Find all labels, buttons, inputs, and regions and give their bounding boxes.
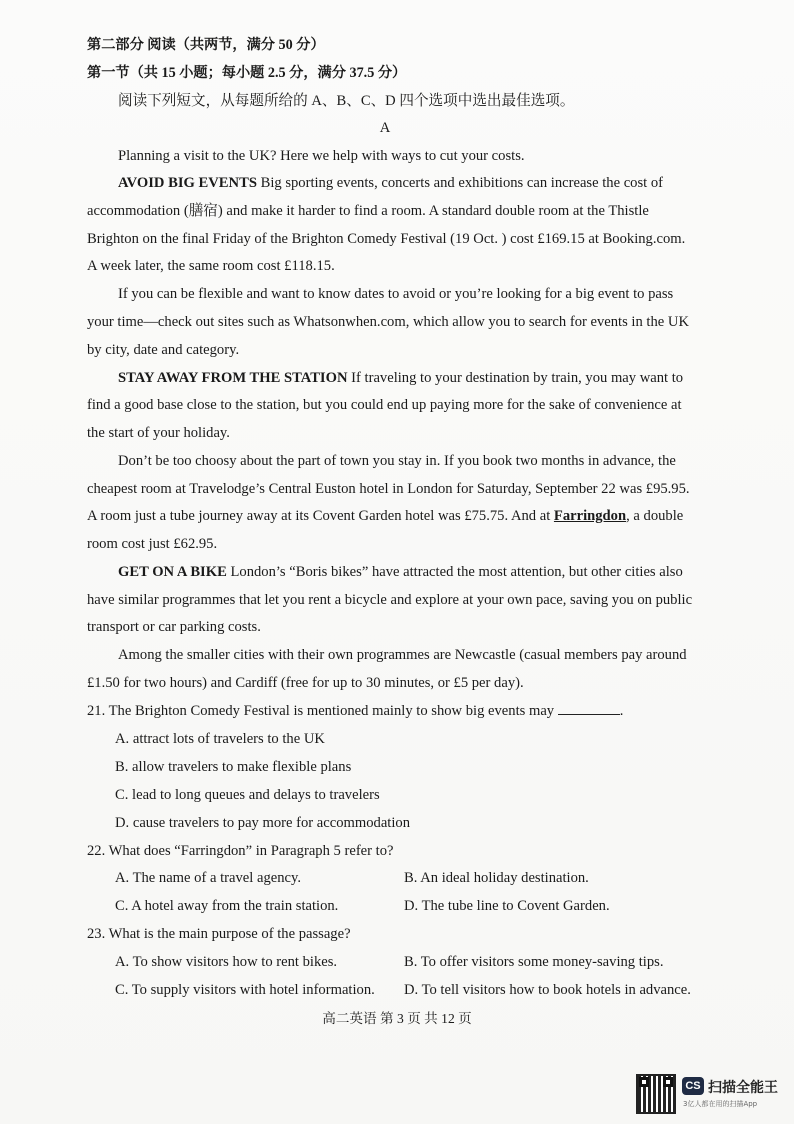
paragraph-4-line: room cost just £62.95. [87, 536, 218, 552]
question-22-option-a: A. The name of a travel agency. [115, 870, 301, 886]
paragraph-3-line: find a good base close to the station, but you could end up paying more for the sake of convenience at [87, 397, 682, 413]
paragraph-2-line: your time—check out sites such as Whatsonwhen.com, which allow you to search for events in the UK [87, 314, 689, 330]
qr-code-icon [636, 1074, 676, 1114]
paragraph-2-line: by city, date and category. [87, 342, 240, 358]
paragraph-1-line: Brighton on the final Friday of the Brighton Comedy Festival (19 Oct. ) cost £169.15 at Booking.com. [87, 231, 686, 247]
passage-intro: Planning a visit to the UK? Here we help with ways to cut your costs. [118, 148, 525, 164]
question-21-option-a: A. attract lots of travelers to the UK [115, 731, 325, 747]
question-23-stem: 23. What is the main purpose of the passage? [87, 926, 351, 942]
question-23-option-b: B. To offer visitors some money-saving tips. [404, 954, 664, 970]
paragraph-4-line: Don’t be too choosy about the part of town you stay in. If you book two months in advance, the [118, 453, 676, 469]
answer-blank [558, 702, 620, 715]
paragraph-5-line: transport or car parking costs. [87, 619, 261, 635]
question-21-option-c: C. lead to long queues and delays to travelers [115, 787, 380, 803]
paragraph-5-line: GET ON A BIKE London’s “Boris bikes” have attracted the most attention, but other cities also [118, 564, 683, 580]
question-22-option-b: B. An ideal holiday destination. [404, 870, 589, 886]
passage-label: A [379, 120, 391, 136]
paragraph-5-line: have similar programmes that let you rent a bicycle and explore at your own pace, saving you on public [87, 592, 693, 608]
question-23-option-d: D. To tell visitors how to book hotels in advance. [404, 982, 691, 998]
instructions: 阅读下列短文，从每题所给的 A、B、C、D 四个选项中选出最佳选项。 [118, 93, 575, 109]
paragraph-4-line: A room just a tube journey away at its Covent Garden hotel was £75.75. And at Farringdon, a double [87, 508, 684, 524]
paragraph-1-line: A week later, the same room cost £118.15. [87, 258, 335, 274]
paragraph-3-line: the start of your holiday. [87, 425, 230, 441]
question-22-stem: 22. What does “Farringdon” in Paragraph 5 refer to? [87, 843, 394, 859]
camscanner-tagline: 3亿人都在用的扫描App [683, 1100, 758, 1108]
question-21-option-d: D. cause travelers to pay more for accommodation [115, 815, 411, 831]
heading-stay-away: STAY AWAY FROM THE STATION [118, 370, 348, 386]
question-23-option-c: C. To supply visitors with hotel information. [115, 982, 375, 998]
question-21-stem: 21. The Brighton Comedy Festival is mentioned mainly to show big events may . [87, 703, 624, 719]
paragraph-6-line: Among the smaller cities with their own programmes are Newcastle (casual members pay around [118, 647, 687, 663]
paragraph-3-line: STAY AWAY FROM THE STATION If traveling to your destination by train, you may want to [118, 370, 684, 386]
camscanner-logo-icon: CS [682, 1077, 704, 1095]
question-22-option-c: C. A hotel away from the train station. [115, 898, 339, 914]
paragraph-6-line: £1.50 for two hours) and Cardiff (free for up to 30 minutes, or £5 per day). [87, 675, 524, 691]
paragraph-1-line: accommodation (膳宿) and make it harder to find a room. A standard double room at the Thistle [87, 203, 649, 219]
part-title: 第二部分 阅读（共两节，满分 50 分） [87, 37, 325, 53]
question-22-option-d: D. The tube line to Covent Garden. [404, 898, 610, 914]
paragraph-1-line: AVOID BIG EVENTS Big sporting events, concerts and exhibitions can increase the cost of [118, 175, 664, 191]
section-title: 第一节（共 15 小题；每小题 2.5 分，满分 37.5 分） [87, 65, 407, 81]
page-footer: 高二英语 第 3 页 共 12 页 [322, 1011, 472, 1026]
paragraph-4-line: cheapest room at Travelodge’s Central Euston hotel in London for Saturday, September 22 was £95.95. [87, 481, 690, 497]
heading-avoid-big-events: AVOID BIG EVENTS [118, 175, 257, 191]
heading-get-on-a-bike: GET ON A BIKE [118, 564, 227, 580]
camscanner-name: 扫描全能王 [708, 1080, 778, 1096]
question-21-option-b: B. allow travelers to make flexible plans [115, 759, 352, 775]
question-23-option-a: A. To show visitors how to rent bikes. [115, 954, 338, 970]
paragraph-2-line: If you can be flexible and want to know dates to avoid or you’re looking for a big event to pass [118, 286, 674, 302]
underlined-farringdon: Farringdon [553, 508, 627, 524]
